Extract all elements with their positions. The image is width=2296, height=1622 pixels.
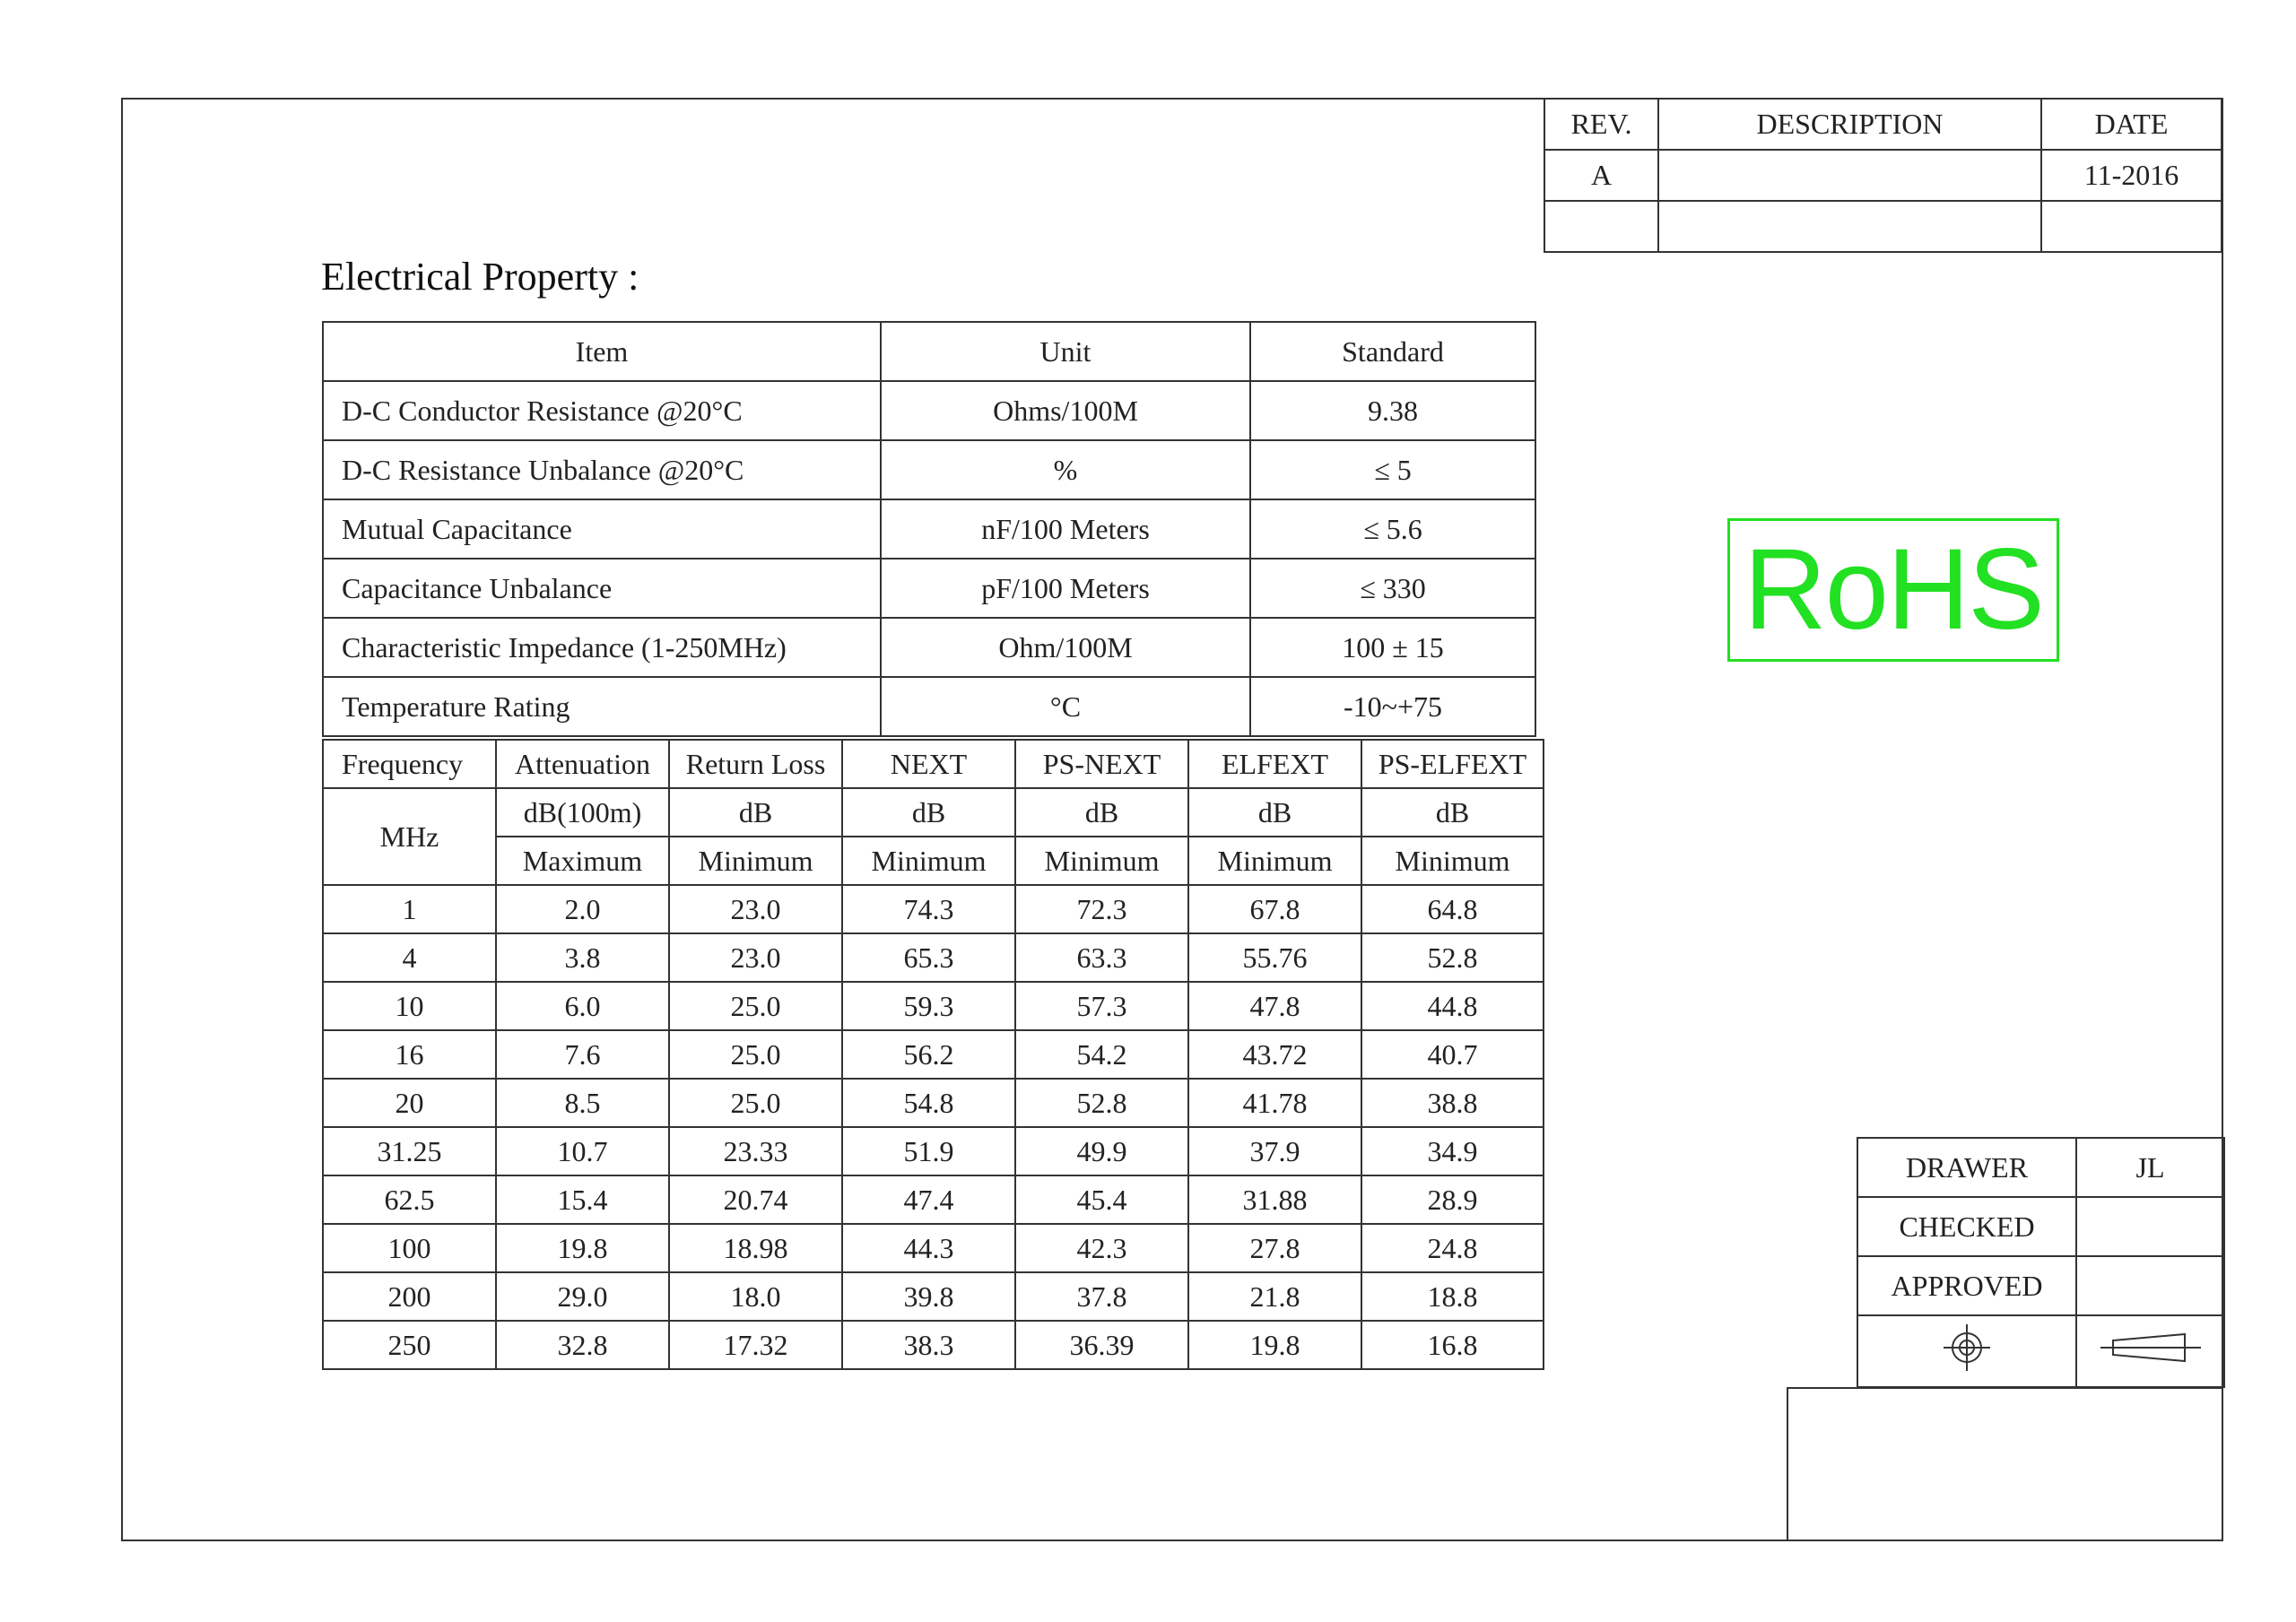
measurement-cell: 10.7	[496, 1127, 669, 1175]
limit-cell: Minimum	[669, 837, 842, 885]
drawer-value: JL	[2076, 1138, 2224, 1197]
measurement-cell: 52.8	[1361, 933, 1544, 982]
standard-header: Standard	[1250, 322, 1535, 381]
property-row	[323, 677, 1535, 736]
property-item: Temperature Rating	[323, 677, 881, 736]
drawer-label: DRAWER	[1857, 1138, 2076, 1197]
property-unit: Ohms/100M	[881, 381, 1250, 440]
measurement-row	[323, 1175, 1544, 1224]
revision-row	[1544, 201, 2222, 252]
measurement-rows	[323, 885, 1544, 1369]
property-row	[323, 618, 1535, 677]
frequency-cell: 200	[323, 1272, 496, 1321]
date-cell	[2041, 201, 2222, 252]
approved-value	[2076, 1256, 2224, 1315]
unit-cell: dB	[1361, 788, 1544, 837]
measurement-cell: 43.72	[1188, 1030, 1361, 1079]
measurement-row	[323, 1272, 1544, 1321]
checked-value	[2076, 1197, 2224, 1256]
measurement-cell: 25.0	[669, 1030, 842, 1079]
section-title: Electrical Property :	[321, 255, 639, 299]
date-cell: 11-2016	[2041, 150, 2222, 201]
measurement-cell: 59.3	[842, 982, 1015, 1030]
measurement-cell: 32.8	[496, 1321, 669, 1369]
unit-cell: dB(100m)	[496, 788, 669, 837]
rohs-mark: RoHS	[1727, 518, 2059, 662]
measurement-row	[323, 885, 1544, 933]
measurement-cell: 37.9	[1188, 1127, 1361, 1175]
frequency-header: Frequency	[323, 740, 496, 788]
measurement-row	[323, 1127, 1544, 1175]
measurement-cell: 37.8	[1015, 1272, 1188, 1321]
measurement-cell: 25.0	[669, 1079, 842, 1127]
checked-label: CHECKED	[1857, 1197, 2076, 1256]
property-row	[323, 499, 1535, 559]
elfext-header: ELFEXT	[1188, 740, 1361, 788]
measurement-cell: 72.3	[1015, 885, 1188, 933]
measurement-cell: 67.8	[1188, 885, 1361, 933]
measurement-cell: 18.8	[1361, 1272, 1544, 1321]
measurement-cell: 23.0	[669, 933, 842, 982]
measurement-cell: 51.9	[842, 1127, 1015, 1175]
measurement-cell: 28.9	[1361, 1175, 1544, 1224]
property-item: Mutual Capacitance	[323, 499, 881, 559]
measurement-cell: 47.4	[842, 1175, 1015, 1224]
measurement-cell: 41.78	[1188, 1079, 1361, 1127]
measurement-row	[323, 933, 1544, 982]
frequency-cell: 20	[323, 1079, 496, 1127]
revision-table	[1544, 98, 2222, 253]
unit-header: Unit	[881, 322, 1250, 381]
revision-header-row	[1544, 99, 2222, 150]
frequency-unit: MHz	[323, 788, 496, 885]
measurement-units-row	[323, 788, 1544, 837]
measurement-cell: 38.8	[1361, 1079, 1544, 1127]
measurement-cell: 8.5	[496, 1079, 669, 1127]
measurement-cell: 42.3	[1015, 1224, 1188, 1272]
measurement-row	[323, 1321, 1544, 1369]
measurement-cell: 55.76	[1188, 933, 1361, 982]
measurement-cell: 39.8	[842, 1272, 1015, 1321]
measurement-cell: 17.32	[669, 1321, 842, 1369]
measurement-cell: 40.7	[1361, 1030, 1544, 1079]
limit-cell: Minimum	[842, 837, 1015, 885]
property-item: Capacitance Unbalance	[323, 559, 881, 618]
measurement-cell: 27.8	[1188, 1224, 1361, 1272]
measurement-cell: 15.4	[496, 1175, 669, 1224]
measurement-cell: 57.3	[1015, 982, 1188, 1030]
property-item: D-C Resistance Unbalance @20°C	[323, 440, 881, 499]
measurement-cell: 23.0	[669, 885, 842, 933]
title-block	[1787, 1387, 2223, 1541]
frequency-cell: 100	[323, 1224, 496, 1272]
return-loss-header: Return Loss	[669, 740, 842, 788]
projection-circle-cell	[1857, 1315, 2076, 1387]
property-standard: -10~+75	[1250, 677, 1535, 736]
property-unit: Ohm/100M	[881, 618, 1250, 677]
projection-cone-icon	[2095, 1325, 2206, 1370]
property-row	[323, 440, 1535, 499]
property-item: D-C Conductor Resistance @20°C	[323, 381, 881, 440]
description-cell	[1658, 150, 2041, 201]
attenuation-header: Attenuation	[496, 740, 669, 788]
measurement-row	[323, 1224, 1544, 1272]
measurement-cell: 44.3	[842, 1224, 1015, 1272]
measurement-cell: 52.8	[1015, 1079, 1188, 1127]
measurement-cell: 21.8	[1188, 1272, 1361, 1321]
measurement-cell: 3.8	[496, 933, 669, 982]
signoff-row	[1857, 1138, 2224, 1197]
projection-cone-cell	[2076, 1315, 2224, 1387]
measurement-cell: 74.3	[842, 885, 1015, 933]
measurement-cell: 65.3	[842, 933, 1015, 982]
limit-cell: Minimum	[1361, 837, 1544, 885]
measurement-cell: 36.39	[1015, 1321, 1188, 1369]
property-item: Characteristic Impedance (1-250MHz)	[323, 618, 881, 677]
property-row	[323, 381, 1535, 440]
item-header: Item	[323, 322, 881, 381]
measurement-cell: 45.4	[1015, 1175, 1188, 1224]
property-standard: 9.38	[1250, 381, 1535, 440]
measurement-cell: 20.74	[669, 1175, 842, 1224]
property-standard: ≤ 5	[1250, 440, 1535, 499]
rev-cell	[1544, 201, 1658, 252]
measurement-cell: 54.2	[1015, 1030, 1188, 1079]
measurement-row	[323, 1079, 1544, 1127]
measurement-cell: 16.8	[1361, 1321, 1544, 1369]
transmission-table	[322, 739, 1544, 1370]
signoff-row	[1857, 1256, 2224, 1315]
frequency-cell: 16	[323, 1030, 496, 1079]
unit-cell: dB	[1015, 788, 1188, 837]
property-row	[323, 559, 1535, 618]
measurement-cell: 7.6	[496, 1030, 669, 1079]
limit-cell: Minimum	[1188, 837, 1361, 885]
measurement-cell: 6.0	[496, 982, 669, 1030]
measurement-cell: 18.98	[669, 1224, 842, 1272]
measurement-cell: 49.9	[1015, 1127, 1188, 1175]
unit-cell: dB	[842, 788, 1015, 837]
measurement-cell: 56.2	[842, 1030, 1015, 1079]
frequency-cell: 10	[323, 982, 496, 1030]
signoff-table	[1857, 1137, 2225, 1388]
frequency-cell: 62.5	[323, 1175, 496, 1224]
property-unit: °C	[881, 677, 1250, 736]
ps-elfext-header: PS-ELFEXT	[1361, 740, 1544, 788]
limit-cell: Minimum	[1015, 837, 1188, 885]
approved-label: APPROVED	[1857, 1256, 2076, 1315]
measurement-row	[323, 982, 1544, 1030]
ps-next-header: PS-NEXT	[1015, 740, 1188, 788]
measurement-cell: 54.8	[842, 1079, 1015, 1127]
property-header-row	[323, 322, 1535, 381]
measurement-cell: 38.3	[842, 1321, 1015, 1369]
measurement-cell: 31.88	[1188, 1175, 1361, 1224]
signoff-row	[1857, 1197, 2224, 1256]
description-cell	[1658, 201, 2041, 252]
property-standard: 100 ± 15	[1250, 618, 1535, 677]
frequency-cell: 31.25	[323, 1127, 496, 1175]
property-standard: ≤ 330	[1250, 559, 1535, 618]
frequency-cell: 250	[323, 1321, 496, 1369]
limit-cell: Maximum	[496, 837, 669, 885]
measurement-cell: 19.8	[496, 1224, 669, 1272]
measurement-cell: 63.3	[1015, 933, 1188, 982]
description-header: DESCRIPTION	[1658, 99, 2041, 150]
measurement-row	[323, 1030, 1544, 1079]
projection-symbol-row	[1857, 1315, 2224, 1387]
rev-header: REV.	[1544, 99, 1658, 150]
measurement-cell: 19.8	[1188, 1321, 1361, 1369]
measurement-cell: 18.0	[669, 1272, 842, 1321]
date-header: DATE	[2041, 99, 2222, 150]
measurement-cell: 24.8	[1361, 1224, 1544, 1272]
first-angle-projection-circle-icon	[1940, 1321, 1994, 1375]
rev-cell: A	[1544, 150, 1658, 201]
measurement-cell: 2.0	[496, 885, 669, 933]
property-unit: %	[881, 440, 1250, 499]
measurement-cell: 29.0	[496, 1272, 669, 1321]
revision-row	[1544, 150, 2222, 201]
frequency-cell: 1	[323, 885, 496, 933]
measurement-limits-row	[323, 837, 1544, 885]
measurement-cell: 25.0	[669, 982, 842, 1030]
electrical-property-table	[322, 321, 1536, 737]
unit-cell: dB	[1188, 788, 1361, 837]
measurement-cell: 47.8	[1188, 982, 1361, 1030]
measurement-header-row	[323, 740, 1544, 788]
property-standard: ≤ 5.6	[1250, 499, 1535, 559]
unit-cell: dB	[669, 788, 842, 837]
next-header: NEXT	[842, 740, 1015, 788]
measurement-cell: 44.8	[1361, 982, 1544, 1030]
property-unit: pF/100 Meters	[881, 559, 1250, 618]
measurement-cell: 23.33	[669, 1127, 842, 1175]
measurement-cell: 64.8	[1361, 885, 1544, 933]
measurement-cell: 34.9	[1361, 1127, 1544, 1175]
property-unit: nF/100 Meters	[881, 499, 1250, 559]
frequency-cell: 4	[323, 933, 496, 982]
